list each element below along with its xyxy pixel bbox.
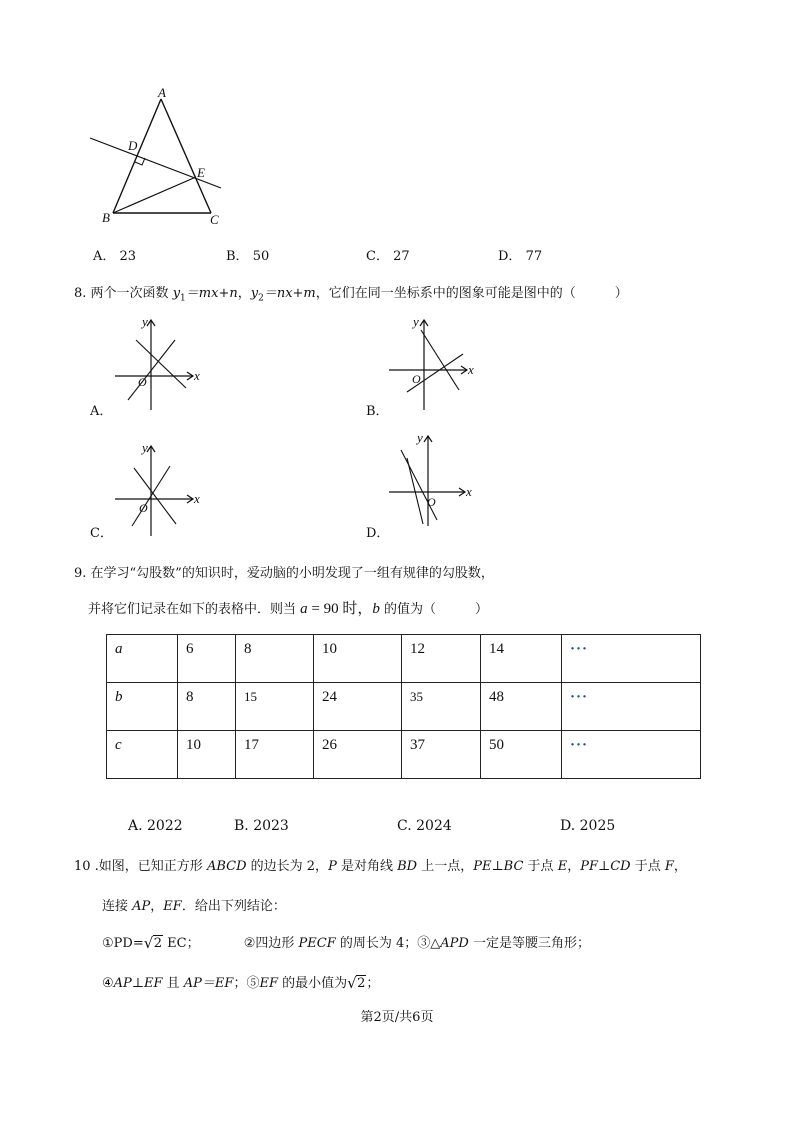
table-cell: 48 (481, 683, 562, 731)
table-cell: 12 (402, 635, 481, 683)
table-cell: 35 (402, 683, 481, 731)
graph-a-o: O (138, 375, 147, 389)
q8-label-a: A． (90, 404, 113, 419)
graph-a-x: x (194, 368, 200, 383)
table-cell: b (107, 683, 178, 731)
table-cell: a (107, 635, 178, 683)
q9-option-d: D. 2025 (560, 818, 616, 834)
table-cell: ··· (562, 635, 701, 683)
table-row (107, 731, 701, 779)
graph-d-x: x (466, 484, 472, 499)
graph-c-o: O (139, 501, 148, 515)
graph-d-o: O (427, 495, 436, 509)
table-cell: 24 (314, 683, 402, 731)
pythagorean-table (106, 634, 701, 779)
table-cell: 8 (178, 683, 236, 731)
q10-line2: 连接 AP，EF．给出下列结论： (102, 899, 286, 914)
graph-b-o: O (412, 372, 421, 386)
label-A: A (158, 85, 166, 100)
table-cell: 6 (178, 635, 236, 683)
graph-b-x: x (468, 362, 474, 377)
q7-option-a: A． 23 (93, 249, 137, 264)
label-D: D (128, 138, 138, 153)
q8-label-c: C． (90, 526, 113, 541)
label-B: B (102, 210, 110, 225)
table-cell: 15 (236, 683, 314, 731)
label-C: C (210, 212, 219, 227)
graph-c-x: x (194, 491, 200, 506)
table-cell: 37 (402, 731, 481, 779)
triangle-figure (80, 82, 240, 232)
page-footer: 第2页/共6页 (360, 1010, 434, 1025)
graph-d (385, 428, 485, 528)
q10-line1: 10 .如图，已知正方形 ABCD 的边长为 2，P 是对角线 BD 上一点，PE⊥BC 于点 E，PF⊥CD 于点 F， (74, 859, 687, 874)
graph-a (110, 312, 210, 412)
table-cell: 17 (236, 731, 314, 779)
table-cell: 26 (314, 731, 402, 779)
graph-a-y: y (142, 314, 148, 329)
table-cell: 10 (178, 731, 236, 779)
q9-option-a: A. 2022 (128, 818, 183, 834)
table-cell: 14 (481, 635, 562, 683)
q9-option-c: C. 2024 (397, 818, 452, 834)
table-cell: 50 (481, 731, 562, 779)
q7-option-d: D． 77 (498, 249, 543, 264)
q9-line1: 9. 在学习“勾股数”的知识时，爱动脑的小明发现了一组有规律的勾股数， (74, 566, 494, 581)
q8-label-d: D． (366, 526, 390, 541)
q7-option-c: C． 27 (366, 249, 410, 264)
q8-stem: 8. 两个一次函数 $y_1=mx+n$，$y_2=nx+m$，它们在同一坐标系中的图象可能是图中的（ ） (74, 286, 628, 304)
q10-conclusions-2: ④AP⊥EF 且 AP＝EF；⑤EF 的最小值为 √ 2； (102, 974, 380, 992)
label-E: E (197, 165, 205, 180)
q8-label-b: B． (366, 404, 389, 419)
graph-c (110, 438, 210, 538)
q9-option-b: B. 2023 (234, 818, 289, 834)
table-cell: ··· (562, 731, 701, 779)
q10-conclusions-1: ①PD= √ 2 EC； ②四边形 PECF 的周长为 4；③△APD 一定是等腰三角形； (102, 934, 590, 952)
table-row (107, 683, 701, 731)
graph-d-y: y (417, 430, 423, 445)
table-cell: c (107, 731, 178, 779)
graph-b (385, 312, 485, 412)
table-cell: 8 (236, 635, 314, 683)
table-cell: ··· (562, 683, 701, 731)
table-row (107, 635, 701, 683)
table-cell: 10 (314, 635, 402, 683)
q9-line2: 并将它们记录在如下的表格中．则当 a = 90 时，b 的值为（ ） (88, 601, 488, 617)
sqrt-2: √ 2 (347, 974, 366, 992)
q7-option-b: B． 50 (226, 249, 270, 264)
graph-c-y: y (142, 440, 148, 455)
sqrt-2: √ 2 (143, 934, 162, 952)
graph-b-y: y (413, 314, 419, 329)
